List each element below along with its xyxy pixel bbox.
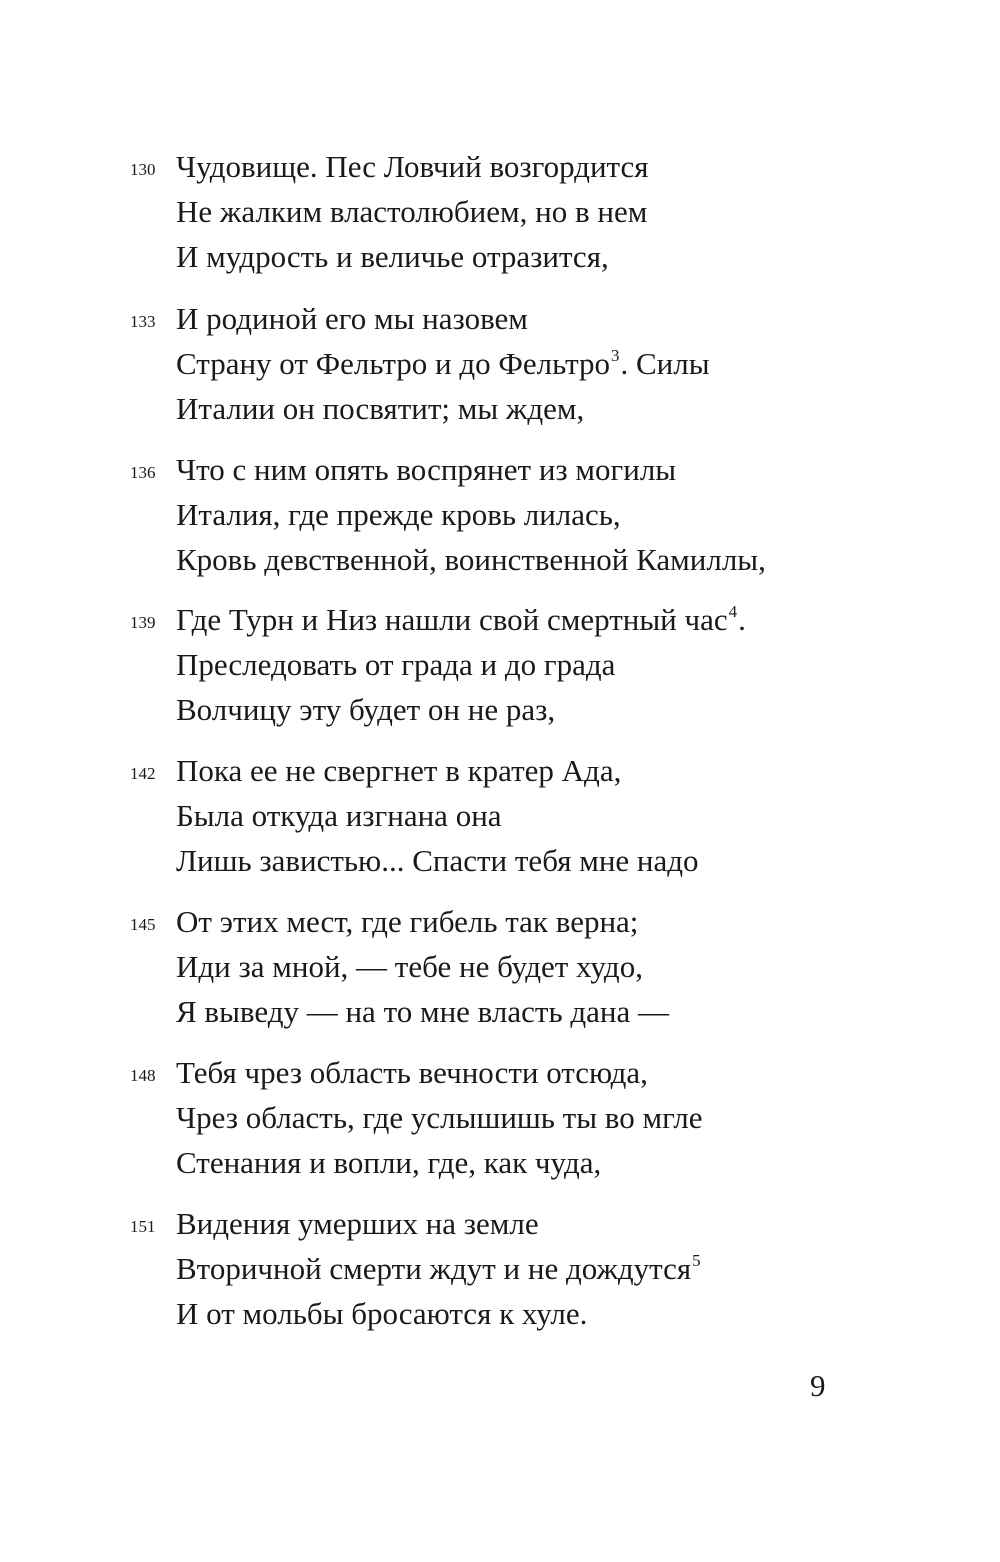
line-number: 145 <box>130 915 156 934</box>
verse-line: Иди за мной, — тебе не будет худо, <box>176 949 643 984</box>
verse-line: Преследовать от града и до града <box>176 647 616 682</box>
verse-line: Что с ним опять воспрянет из могилы <box>176 452 677 487</box>
line-number: 142 <box>130 764 156 783</box>
verse-line: Страну от Фельтро и до Фельтро$^3$. Силы <box>176 346 710 381</box>
verse-line: И родиной его мы назовем <box>176 301 528 336</box>
line-number: 148 <box>130 1066 156 1085</box>
verse-line: Была откуда изгнана она <box>176 798 502 833</box>
verse-line: Где Турн и Низ нашли свой смертный час$^4$. <box>176 602 746 637</box>
verse-line: Стенания и вопли, где, как чуда, <box>176 1145 602 1180</box>
verse-line: Видения умерших на земле <box>176 1206 539 1241</box>
page-number: 9 <box>810 1368 826 1403</box>
verse-line: Италии он посвятит; мы ждем, <box>176 391 585 426</box>
verse-line: Не жалким властолюбием, но в нем <box>176 194 648 229</box>
verse-line: И мудрость и величье отразится, <box>176 239 609 274</box>
line-number: 139 <box>130 613 156 632</box>
line-number: 136 <box>130 463 156 482</box>
line-number: 130 <box>130 160 156 179</box>
line-number: 133 <box>130 312 156 331</box>
verse-line: Тебя чрез область вечности отсюда, <box>176 1055 648 1090</box>
footnote-marker: 4 <box>728 602 738 621</box>
verse-line: Кровь девственной, воинственной Камиллы, <box>176 542 766 577</box>
footnote-marker: 3 <box>611 346 620 365</box>
verse-line: Чудовище. Пес Ловчий возгордится <box>176 149 649 184</box>
footnote-marker: 5 <box>692 1251 701 1270</box>
verse-line: Пока ее не свергнет в кратер Ада, <box>176 753 622 788</box>
verse-line: Чрез область, где услышишь ты во мгле <box>176 1100 703 1135</box>
verse-line: Я выведу — на то мне власть дана — <box>176 994 669 1029</box>
verse-line: Вторичной смерти ждут и не дождутся$^5$ <box>176 1251 701 1286</box>
verse-line: От этих мест, где гибель так верна; <box>176 904 639 939</box>
verse-line: И от мольбы бросаются к хуле. <box>176 1296 588 1331</box>
verse-line: Италия, где прежде кровь лилась, <box>176 497 621 532</box>
verse-line: Волчицу эту будет он не раз, <box>176 692 556 727</box>
line-number: 151 <box>130 1217 156 1236</box>
verse-line: Лишь завистью... Спасти тебя мне надо <box>176 843 699 878</box>
